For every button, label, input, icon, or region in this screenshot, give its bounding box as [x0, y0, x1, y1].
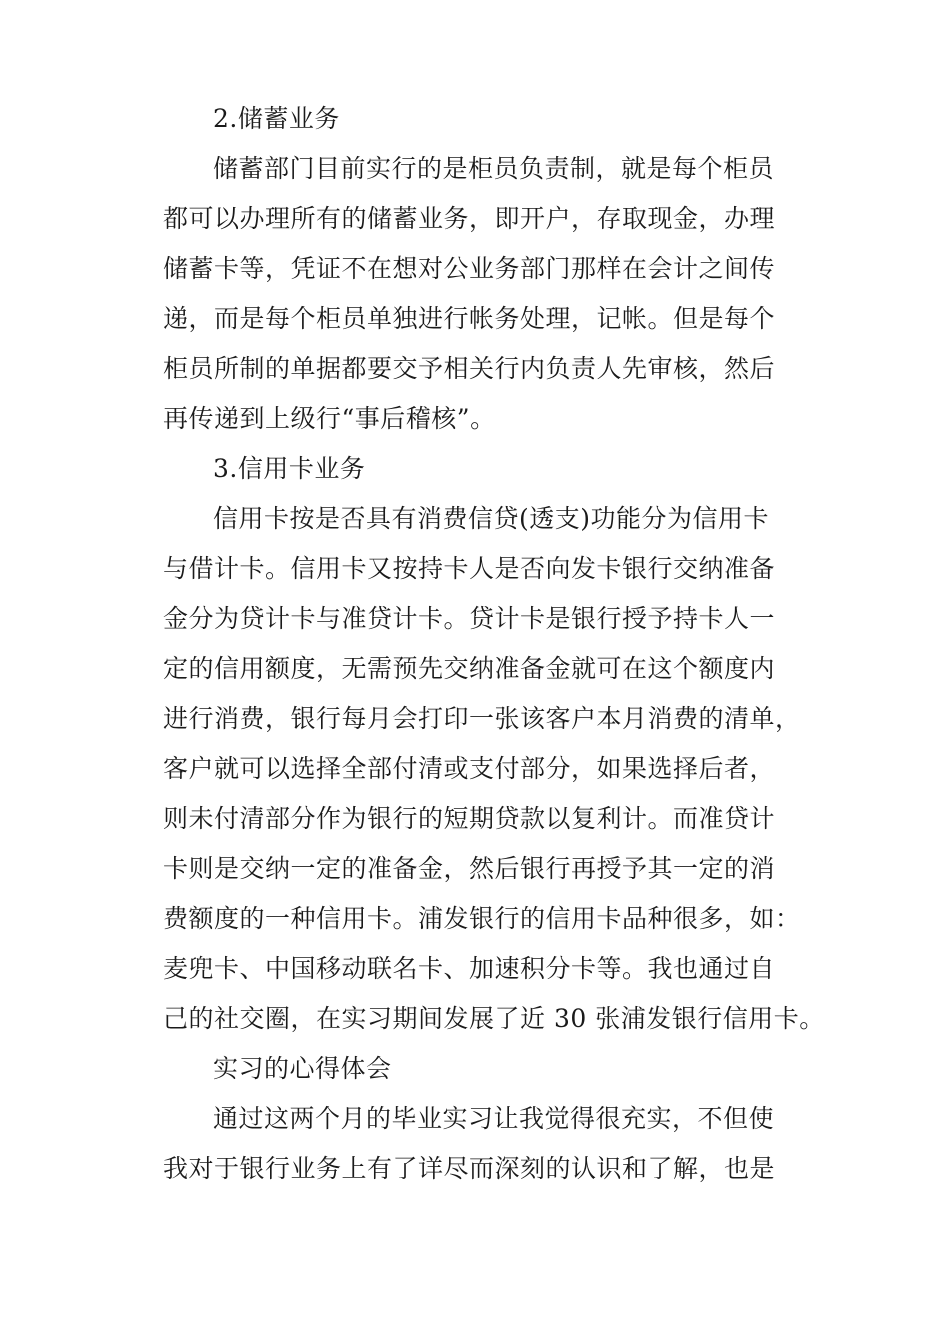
- paragraph-line: 我对于银行业务上有了详尽而深刻的认识和了解，也是: [163, 1154, 776, 1183]
- paragraph-line: 都可以办理所有的储蓄业务，即开户，存取现金，办理: [163, 204, 776, 233]
- paragraph-line: 递，而是每个柜员单独进行帐务处理，记帐。但是每个: [163, 304, 776, 333]
- paragraph-line: 储蓄卡等，凭证不在想对公业务部门那样在会计之间传: [163, 254, 776, 283]
- paragraph-line: 进行消费，银行每月会打印一张该客户本月消费的清单，: [163, 704, 801, 733]
- paragraph-line: 通过这两个月的毕业实习让我觉得很充实，不但使: [213, 1104, 775, 1133]
- paragraph-line: 卡则是交纳一定的准备金，然后银行再授予其一定的消: [163, 854, 776, 883]
- paragraph-line: 己的社交圈，在实习期间发展了近 30 张浦发银行信用卡。: [163, 1004, 825, 1033]
- paragraph-line: 柜员所制的单据都要交予相关行内负责人先审核，然后: [163, 354, 776, 383]
- paragraph-line: 费额度的一种信用卡。浦发银行的信用卡品种很多，如：: [163, 904, 801, 933]
- paragraph-line: 则未付清部分作为银行的短期贷款以复利计。而准贷计: [163, 804, 776, 833]
- paragraph-line: 信用卡按是否具有消费信贷(透支)功能分为信用卡: [213, 504, 770, 533]
- section-heading-savings: 2.储蓄业务: [213, 104, 340, 133]
- paragraph-line: 与借计卡。信用卡又按持卡人是否向发卡银行交纳准备: [163, 554, 776, 583]
- paragraph-line: 再传递到上级行“事后稽核”。: [163, 404, 496, 433]
- section-heading-credit-card: 3.信用卡业务: [213, 454, 366, 483]
- paragraph-line: 客户就可以选择全部付清或支付部分，如果选择后者，: [163, 754, 776, 783]
- paragraph-line: 储蓄部门目前实行的是柜员负责制，就是每个柜员: [213, 154, 775, 183]
- paragraph-line: 定的信用额度，无需预先交纳准备金就可在这个额度内: [163, 654, 776, 683]
- paragraph-line: 麦兜卡、中国移动联名卡、加速积分卡等。我也通过自: [163, 954, 776, 983]
- paragraph-line: 金分为贷计卡与准贷计卡。贷计卡是银行授予持卡人一: [163, 604, 776, 633]
- section-heading-experience: 实习的心得体会: [213, 1054, 392, 1083]
